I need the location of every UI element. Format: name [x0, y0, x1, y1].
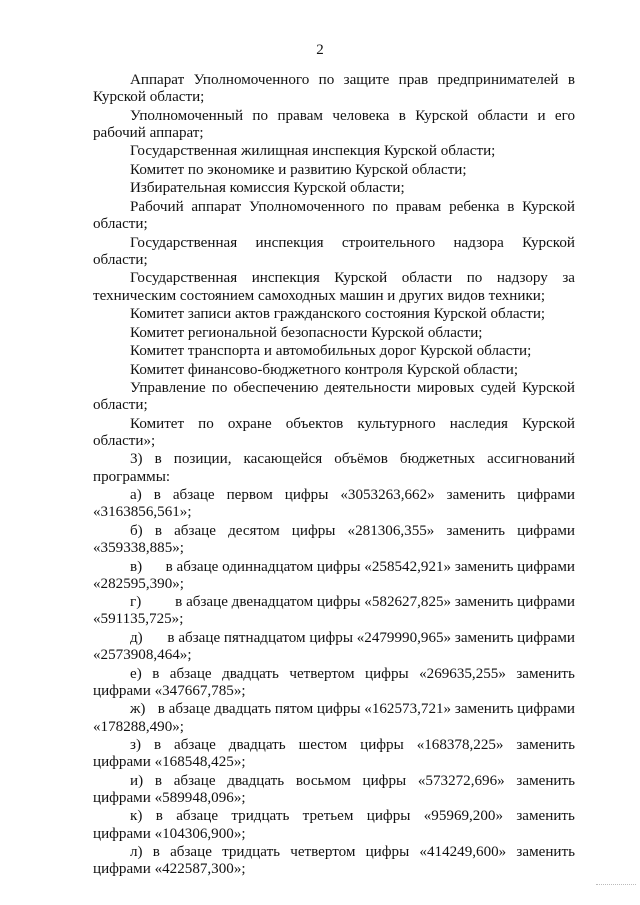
item-word: в — [152, 844, 160, 861]
item-word: цифрами — [517, 522, 575, 539]
amendment-line — [93, 487, 575, 504]
item-word: цифры — [291, 522, 336, 539]
amendment-continuation: «178288,490»; — [93, 718, 184, 735]
amendment-line — [93, 594, 575, 611]
paragraph-list — [93, 72, 575, 486]
amendment-line — [93, 844, 575, 861]
document-body — [93, 72, 575, 880]
paragraph: Комитет транспорта и автомобильных дорог Курской области; — [130, 343, 532, 360]
paragraph: Государственная жилищная инспекция Курской области; — [130, 143, 496, 160]
amendment-continuation: цифрами «422587,300»; — [93, 861, 246, 878]
item-word: цифры — [360, 737, 404, 754]
amendment-item — [93, 666, 575, 700]
item-word: шестом — [298, 737, 348, 754]
amendment-line — [93, 773, 575, 790]
amendment-item — [93, 737, 575, 771]
item-word: «3053263,662» — [340, 487, 435, 504]
paragraph: Государственная инспекция строительного надзора Курской области; — [93, 234, 575, 268]
item-word: восьмом — [295, 772, 351, 789]
paragraph: Комитет записи актов гражданского состояния Курской области; — [130, 306, 546, 323]
item-word: «281306,355» — [347, 522, 435, 539]
item-word: «414249,600» — [419, 844, 507, 861]
item-word: в — [154, 522, 162, 539]
page-number: 2 — [316, 42, 324, 58]
amendment-item — [93, 523, 575, 557]
item-marker: и) — [130, 772, 144, 789]
item-word: в — [153, 737, 162, 754]
item-marker: к) — [130, 808, 143, 825]
item-word: первом — [226, 487, 273, 504]
item-word: «573272,696» — [417, 772, 505, 789]
item-word: десятом — [228, 522, 280, 539]
amendment-list — [93, 487, 575, 878]
item-word: тридцать — [231, 808, 290, 825]
item-word: заменить — [516, 665, 575, 682]
item-word: «168378,225» — [416, 737, 504, 754]
item-word: заменить — [446, 487, 506, 504]
paragraph: 3) в позиции, касающейся объёмов бюджетных ассигнований программы: — [93, 451, 575, 485]
item-word: заменить — [516, 844, 575, 861]
paragraph: Комитет по охране объектов культурного наследия Курской области»; — [93, 415, 575, 449]
item-word: в абзаце пятнадцатом цифры «2479990,965» заменить цифрами — [167, 629, 575, 646]
paragraph: Государственная инспекция Курской области по надзору за техническим состоянием самоходных машин и других видов техники; — [93, 270, 575, 304]
item-word: двадцать — [222, 665, 279, 682]
item-word: в — [152, 665, 160, 682]
item-word: абзаце — [172, 487, 215, 504]
paragraph: Рабочий аппарат Уполномоченного по правам ребенка в Курской области; — [93, 198, 575, 233]
amendment-line — [93, 808, 575, 825]
item-word: «269635,255» — [419, 665, 506, 682]
item-word: в абзаце двадцать пятом цифры «162573,721» заменить цифрами — [157, 701, 575, 718]
item-word: цифрами — [517, 487, 575, 504]
item-marker: з) — [130, 737, 141, 754]
amendment-continuation: цифрами «589948,096»; — [93, 789, 246, 806]
item-word: заменить — [516, 737, 575, 754]
item-word: цифры — [362, 772, 407, 789]
amendment-line — [93, 737, 575, 754]
item-word: двадцать — [228, 737, 286, 754]
paragraph: Комитет по экономике и развитию Курской области; — [130, 161, 467, 178]
amendment-continuation: «282595,390»; — [93, 575, 184, 592]
item-word: в — [155, 808, 163, 825]
paragraph: Управление по обеспечению деятельности мировых судей Курской области; — [93, 380, 575, 414]
amendment-line — [93, 666, 575, 683]
amendment-item — [93, 594, 575, 628]
item-marker: ж) — [130, 701, 146, 718]
item-word: двадцать — [227, 772, 285, 789]
item-word: абзаце — [176, 808, 219, 825]
item-word: четвертом — [289, 665, 355, 682]
paragraph: Избирательная комиссия Курской области; — [130, 180, 405, 197]
item-marker: е) — [130, 665, 142, 682]
item-word: абзаце — [170, 844, 212, 861]
paragraph: Уполномоченный по правам человека в Курской области и его рабочий аппарат; — [93, 107, 575, 141]
item-word: тридцать — [222, 844, 281, 861]
item-word: заменить — [446, 522, 506, 539]
item-word: заменить — [516, 808, 575, 825]
amendment-line — [93, 701, 575, 718]
item-word: в абзаце одиннадцатом цифры «258542,921» заменить цифрами — [165, 558, 575, 575]
item-marker: г) — [130, 594, 142, 611]
item-word: «95969,200» — [423, 808, 503, 825]
amendment-line — [93, 630, 575, 647]
paragraph: Комитет региональной безопасности Курской области; — [130, 324, 483, 341]
amendment-item — [93, 487, 575, 521]
amendment-continuation: цифрами «168548,425»; — [93, 754, 246, 771]
item-word: абзаце — [174, 737, 216, 754]
amendment-continuation: цифрами «347667,785»; — [93, 682, 246, 699]
amendment-continuation: «3163856,561»; — [93, 504, 192, 521]
item-word: в — [154, 772, 162, 789]
item-word: третьем — [302, 808, 354, 825]
amendment-item — [93, 808, 575, 842]
item-word: заменить — [516, 772, 575, 789]
item-word: абзаце — [169, 665, 212, 682]
amendment-continuation: цифрами «104306,900»; — [93, 825, 246, 842]
paragraph: Аппарат Уполномоченного по защите прав предпринимателей в Курской области; — [93, 72, 575, 106]
amendment-item — [93, 844, 575, 878]
item-word: абзаце — [174, 522, 216, 539]
paragraph: Комитет финансово-бюджетного контроля Курской области; — [130, 361, 519, 378]
amendment-item — [93, 773, 575, 807]
item-word: цифры — [366, 808, 411, 825]
amendment-item — [93, 701, 575, 735]
amendment-item — [93, 559, 575, 593]
item-marker: в) — [130, 558, 143, 575]
amendment-continuation: «2573908,464»; — [93, 647, 192, 664]
scan-artifact — [596, 884, 636, 887]
item-word: в — [153, 487, 161, 504]
item-word: цифры — [365, 844, 410, 861]
amendment-line — [93, 559, 575, 576]
item-marker: л) — [130, 844, 143, 861]
item-word: цифры — [365, 665, 409, 682]
item-word: абзаце — [173, 772, 216, 789]
item-word: в абзаце двенадцатом цифры «582627,825» заменить цифрами — [175, 594, 575, 611]
amendment-continuation: «359338,885»; — [93, 540, 184, 557]
amendment-line — [93, 523, 575, 540]
amendment-item — [93, 630, 575, 664]
item-marker: а) — [130, 487, 142, 504]
item-marker: б) — [130, 522, 143, 539]
item-word: четвертом — [290, 844, 356, 861]
item-word: цифры — [284, 487, 329, 504]
item-marker: д) — [130, 629, 143, 646]
amendment-continuation: «591135,725»; — [93, 611, 184, 628]
